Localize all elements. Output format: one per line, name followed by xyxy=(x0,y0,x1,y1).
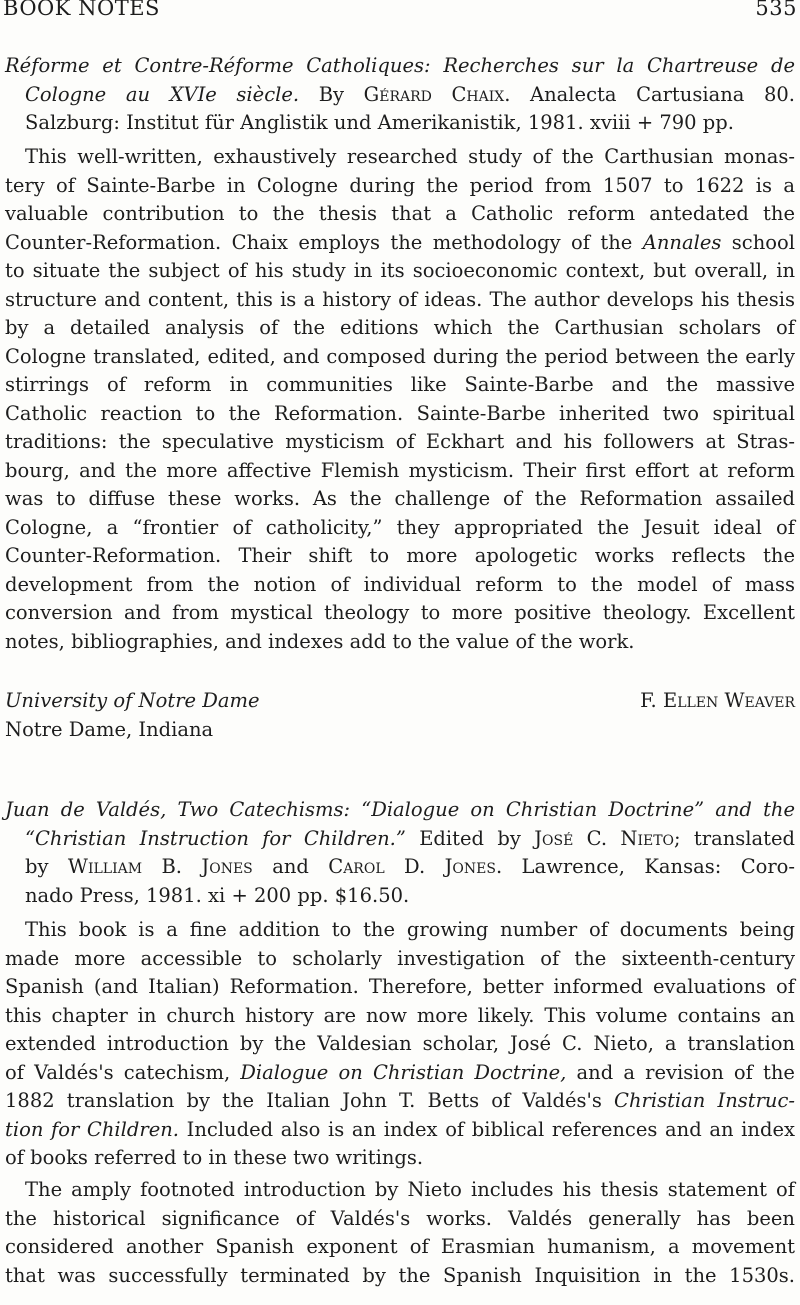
small-caps-text: William B. Jones xyxy=(67,855,253,878)
italic-text: “Christian Instruction for Children.” xyxy=(25,826,406,850)
text-line xyxy=(5,257,795,286)
section-title: BOOK NOTES xyxy=(3,0,160,20)
text-run: Cologne translated, edited, and composed during the period between the early xyxy=(5,344,795,368)
review2-paragraph-1 xyxy=(5,916,795,1173)
text-run: made more accessible to scholarly investigation of the sixteenth-century xyxy=(5,946,795,970)
text-line xyxy=(5,1087,795,1116)
text-run: Counter-Reformation. Chaix employs the methodology of the xyxy=(5,230,643,254)
text-run: Counter-Reformation. Their shift to more apologetic works reflects the xyxy=(5,544,795,567)
text-line xyxy=(5,109,795,138)
italic-text: Réforme et Contre-Réforme Catholiques: Recherches sur la Chartreuse de xyxy=(5,54,795,77)
small-caps-text: Carol D. Jones xyxy=(328,855,496,878)
text-run: stirrings of reform in communities like Sainte-Barbe and the massive xyxy=(5,373,795,396)
text-run: This book is a fine addition to the growing number of documents being xyxy=(25,918,795,941)
text-run: extended introduction by the Valdesian scholar, José C. Nieto, a translation xyxy=(5,1032,795,1055)
text-line xyxy=(5,81,795,110)
reviewer-surname: Ellen Weaver xyxy=(662,689,795,712)
review1-citation xyxy=(5,52,795,138)
text-run: to situate the subject of his study in its socioeconomic context, but overall, in xyxy=(5,259,795,282)
location-line xyxy=(5,716,795,745)
text-run: bourg, and the more affective Flemish mysticism. Their first effort at reform xyxy=(5,458,795,482)
italic-text: Christian Instruc- xyxy=(614,1089,795,1112)
text-run: Catholic reaction to the Reformation. Sainte-Barbe inherited two spiritual xyxy=(5,401,795,425)
text-line xyxy=(5,400,795,429)
text-line xyxy=(5,485,795,514)
page-number: 535 xyxy=(755,0,797,20)
text-run: of books referred to in these two writings. xyxy=(5,1146,424,1169)
text-run: by xyxy=(25,855,68,878)
text-line xyxy=(5,229,795,258)
text-run: ; translated xyxy=(674,826,795,850)
text-run: of Valdés's catechism, xyxy=(5,1060,241,1084)
text-run: Edited by xyxy=(405,826,535,850)
text-line xyxy=(5,945,795,974)
text-line xyxy=(5,514,795,543)
text-run: tery of Sainte-Barbe in Cologne during the period from 1507 to 1622 is a xyxy=(5,173,795,197)
text-line xyxy=(5,599,795,628)
review1-body xyxy=(5,143,795,656)
text-run: conversion and from mystical theology to more positive theology. Excellent xyxy=(5,601,795,624)
text-run: This well-written, exhaustively researched study of the Carthusian monas- xyxy=(25,145,795,168)
text-run: traditions: the speculative mysticism of Eckhart and his followers at Stras- xyxy=(5,430,795,453)
text-line xyxy=(5,882,795,911)
text-run: this chapter in church history are now more likely. This volume contains an xyxy=(5,1003,795,1027)
italic-text: Cologne au XVIe siècle. xyxy=(25,82,300,106)
text-line xyxy=(5,286,795,315)
text-line xyxy=(5,1205,795,1234)
text-run: that was successfully terminated by the Spanish Inquisition in the 1530s. xyxy=(5,1263,795,1287)
text-run: By xyxy=(299,82,364,106)
text-line xyxy=(5,973,795,1002)
text-line xyxy=(5,172,795,201)
text-line xyxy=(5,916,795,945)
text-run: . Lawrence, Kansas: Coro- xyxy=(495,855,795,878)
text-run: Included also is an index of biblical references and an index xyxy=(179,1117,795,1141)
text-line xyxy=(5,796,795,825)
italic-text: Juan de Valdés, Two Catechisms: “Dialogue on Christian Doctrine” and the xyxy=(5,798,795,821)
text-run: structure and content, this is a history of ideas. The author develops his thesis xyxy=(5,287,795,311)
text-run: nado Press, 1981. xi + 200 pp. $16.50. xyxy=(25,883,410,907)
text-run: notes, bibliographies, and indexes add to the value of the work. xyxy=(5,629,635,653)
text-line xyxy=(5,542,795,571)
text-run: Cologne, a “frontier of catholicity,” they appropriated the Jesuit ideal of xyxy=(5,515,795,539)
text-line xyxy=(5,1233,795,1262)
text-line xyxy=(5,571,795,600)
italic-text: tion for Children. xyxy=(5,1117,179,1141)
text-line xyxy=(5,628,795,657)
running-head xyxy=(3,0,797,22)
text-run: by a detailed analysis of the editions which the Carthusian scholars of xyxy=(5,316,795,339)
text-line xyxy=(5,1262,795,1291)
text-run: The amply footnoted introduction by Nieto includes his thesis statement of xyxy=(25,1178,795,1201)
reviewer-location: Notre Dame, Indiana xyxy=(5,717,214,741)
review1-signature xyxy=(5,687,795,744)
text-line xyxy=(5,457,795,486)
text-line xyxy=(5,1059,795,1088)
text-line xyxy=(5,200,795,229)
text-run: and xyxy=(252,855,329,878)
text-run: Salzburg: Institut für Anglistik und Amerikanistik, 1981. xviii + 790 pp. xyxy=(25,111,734,134)
small-caps-text: José C. Nieto xyxy=(534,826,675,850)
text-line xyxy=(5,371,795,400)
text-line xyxy=(5,853,795,882)
reviewer-name xyxy=(640,687,795,716)
text-line xyxy=(5,52,795,81)
text-run: 1882 translation by the Italian John T. Betts of Valdés's xyxy=(5,1089,615,1112)
text-run: valuable contribution to the thesis that a Catholic reform antedated the xyxy=(5,202,795,225)
text-line xyxy=(5,143,795,172)
review2-paragraph-2 xyxy=(5,1176,795,1290)
italic-text: Annales xyxy=(642,230,722,254)
text-line xyxy=(5,1176,795,1205)
text-run: was to diffuse these works. As the challenge of the Reformation assailed xyxy=(5,487,795,510)
text-run: considered another Spanish exponent of Erasmian humanism, a movement xyxy=(5,1235,795,1258)
text-line xyxy=(5,1144,795,1173)
reviewer-initial: F. xyxy=(640,689,663,712)
small-caps-text: Gérard Chaix xyxy=(363,82,505,106)
text-line xyxy=(5,314,795,343)
text-run: Spanish (and Italian) Reformation. Therefore, better informed evaluations of xyxy=(5,975,795,998)
text-run: the historical significance of Valdés's works. Valdés generally has been xyxy=(5,1206,795,1230)
text-line xyxy=(5,1002,795,1031)
text-line xyxy=(5,343,795,372)
text-line xyxy=(5,428,795,457)
review2-citation xyxy=(5,796,795,910)
text-run: . Analecta Cartusiana 80. xyxy=(504,82,795,106)
italic-text: Dialogue on Christian Doctrine, xyxy=(240,1060,567,1084)
reviewer-affiliation: University of Notre Dame xyxy=(5,689,260,712)
text-line xyxy=(5,1116,795,1145)
text-run: and a revision of the xyxy=(566,1060,795,1084)
text-run: school xyxy=(721,230,796,254)
text-line xyxy=(5,1030,795,1059)
text-run: development from the notion of individual reform to the model of mass xyxy=(5,572,795,596)
signature-line xyxy=(5,687,795,716)
text-line xyxy=(5,825,795,854)
